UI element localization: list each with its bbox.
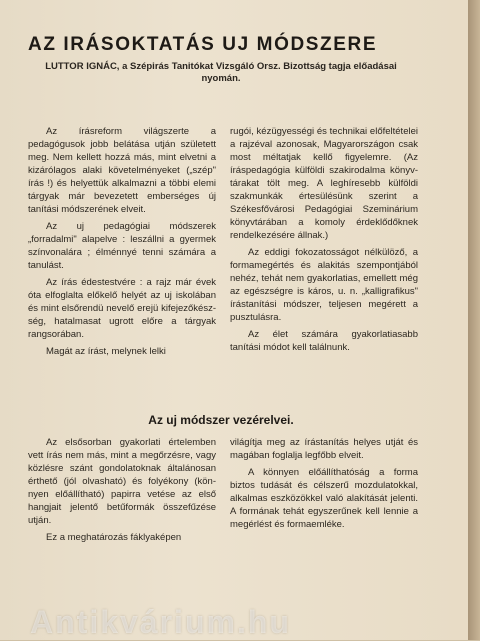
- section-heading: Az uj módszer vezérelvei.: [148, 413, 294, 427]
- article-title: AZ IRÁSOKTATÁS UJ MÓDSZERE: [28, 34, 378, 55]
- watermark: Antikvárium.hu: [30, 604, 291, 640]
- left-column-bottom: [28, 436, 216, 548]
- paragraph: Ez a meghatározás fáklyaképen: [46, 532, 182, 543]
- page-edge: [468, 0, 480, 640]
- paragraph: Az uj pedagógiai módszerek „forradalmi" alapelve : leszállni a gyermek színvonalára ; élménnyé tenni számára a tanulást.: [28, 221, 216, 271]
- left-column-top: [28, 125, 216, 362]
- paragraph: Magát az írást, melynek lelki: [46, 346, 166, 357]
- right-column-top: [230, 125, 418, 358]
- right-column-bottom: [230, 436, 418, 535]
- paragraph: Az írás édestestvére : a rajz már évek óta elfoglalta előkelő helyét az uj iskolában és mint elsőrendü nevelő erejü kifejezőkészség, hatalmasat ugrott előre a tárgyak rangsorában.: [28, 277, 216, 340]
- article-subtitle: LUTTOR IGNÁC, a Szépirás Tanitókat Vizsgáló Orsz. Bizottság tagja előadásai nyomán.: [45, 61, 397, 84]
- paragraph: Az eddigi fokozatosságot nélkülöző, a formamegértés és alakitás szempontjából nehéz, tehát nem gyakorlatias, emellett még az egészségre is káros, u. n. „kalligrafikus" írástanítási módszer, teljesen megérett a pusztulásra.: [230, 247, 418, 323]
- paragraph: világítja meg az írástanítás helyes utját és magában foglalja legfőbb elveit.: [230, 437, 418, 461]
- paragraph: Az elsősorban gyakorlati értelemben vett írás nem más, mint a megőrzésre, vagy közlésre szánt gondolatoknak általánosan érthető (jól olvasható) és folyékony (könnyen előállítható) papirra vetése az első hangjait jelentő betűformák összefűzése utján.: [28, 437, 216, 526]
- paragraph: rugói, kézügyességi és technikai előfeltételei a rajzéval azonosak, Magyarországon csak most méltatjak kellő figyelemre. (Az íráspedagógia külföldi szakirodalma könyvtárakat tölt meg. A leghíresebb külföldi szakmunkák értesülésünk szerint a Székesfővárosi Pedagógiai Szeminárium könyvtárában a komoly érdeklődőknek rendelkezésére állnak.): [230, 126, 418, 241]
- paragraph: Az írásreform világszerte a pedagógusok jobb belátása utján született meg. Nem kellett hozzá más, mint elvetni a kizárólagos alaki követelményeket („szép" írás !) és helyettük alkalmazni a többi elemi tárgyak már bevezetett emberséges új tanítási módszerének elveit.: [28, 126, 216, 215]
- paragraph: Az élet számára gyakorlatiasabb tanítási módot kell találnunk.: [230, 329, 418, 353]
- paragraph: A könnyen előállíthatóság a forma biztos tudását és célszerű mozdulatokkal, alkalmas eszközökkel való alakítását jelenti. A formának tehát egyszerűnek kell lennie a megérlést és formaemléke.: [230, 467, 418, 530]
